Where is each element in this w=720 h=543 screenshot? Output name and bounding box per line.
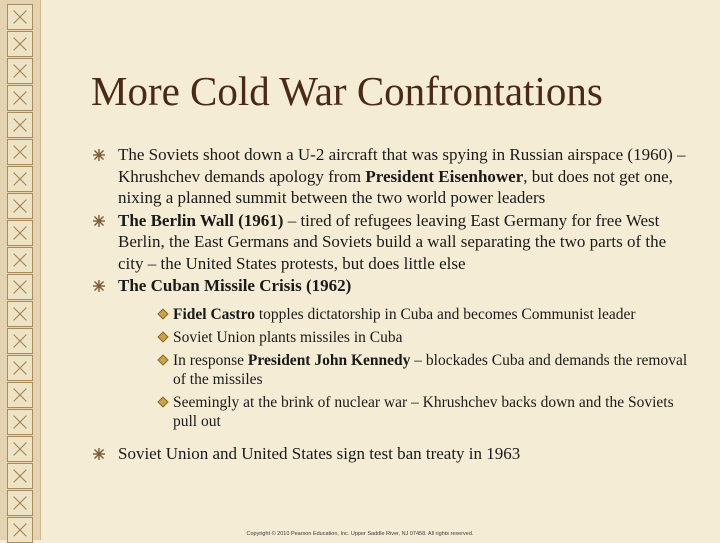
emphasis-text: President Eisenhower bbox=[365, 166, 524, 186]
asterisk-bullet-icon bbox=[93, 280, 105, 292]
text-run: Soviet Union and United States sign test ban treaty in 1963 bbox=[118, 443, 521, 463]
rail-ornament bbox=[7, 58, 33, 84]
rail-ornament bbox=[7, 490, 33, 516]
text-run: – tired of refugees leaving East Germany for free West Berlin, the East Germans and Soviets build a wall separating the two parts of the city – the United States protests, but does little else bbox=[118, 210, 667, 273]
rail-ornament bbox=[7, 247, 33, 273]
bullet-text bbox=[118, 211, 666, 273]
rail-ornament bbox=[7, 409, 33, 435]
sub-bullet-list bbox=[118, 305, 693, 431]
bullet-text bbox=[118, 145, 686, 207]
bullet-item bbox=[93, 210, 693, 275]
sub-bullet-item bbox=[118, 393, 693, 431]
sub-bullet-item bbox=[118, 351, 693, 389]
bullet-text bbox=[118, 444, 520, 463]
text-run: The Soviets shoot down a U-2 aircraft that was spying in Russian airspace (1960) – Khrushchev demands apology from bbox=[118, 145, 686, 186]
rail-ornament bbox=[7, 31, 33, 57]
rail-ornament bbox=[7, 382, 33, 408]
diamond-bullet-icon bbox=[157, 308, 168, 319]
rail-ornament bbox=[7, 139, 33, 165]
bullet-list bbox=[93, 144, 693, 465]
slide-title: More Cold War Confrontations bbox=[91, 68, 603, 114]
rail-ornament bbox=[7, 193, 33, 219]
rail-ornament bbox=[7, 112, 33, 138]
text-run: Seemingly at the brink of nuclear war – Khrushchev backs down and the Soviets pull out bbox=[173, 393, 674, 430]
rail-ornament bbox=[7, 166, 33, 192]
text-run: , but does not get one, nixing a planned summit between the two world power leaders bbox=[118, 166, 673, 207]
rail-ornament bbox=[7, 274, 33, 300]
text-run: – blockades Cuba and demands the removal of the missiles bbox=[173, 351, 688, 388]
sub-bullet-item bbox=[118, 305, 693, 324]
sub-bullet-item bbox=[118, 328, 693, 347]
rail-ornament bbox=[7, 220, 33, 246]
rail-ornament bbox=[7, 301, 33, 327]
decorative-rail bbox=[0, 0, 41, 540]
bullet-item bbox=[93, 275, 693, 431]
asterisk-bullet-icon bbox=[93, 215, 105, 227]
bullet-text bbox=[118, 276, 351, 295]
emphasis-text: The Cuban Missile Crisis (1962) bbox=[118, 276, 352, 295]
diamond-bullet-icon bbox=[157, 396, 168, 407]
asterisk-bullet-icon bbox=[93, 448, 105, 460]
rail-ornament bbox=[7, 4, 33, 30]
emphasis-text: President John Kennedy bbox=[247, 351, 411, 369]
text-run: topples dictatorship in Cuba and becomes Communist leader bbox=[254, 305, 636, 323]
rail-ornament bbox=[7, 463, 33, 489]
diamond-bullet-icon bbox=[157, 354, 168, 365]
text-run: Soviet Union plants missiles in Cuba bbox=[173, 328, 403, 346]
bullet-item bbox=[93, 144, 693, 209]
asterisk-bullet-icon bbox=[93, 149, 105, 161]
rail-ornament bbox=[7, 517, 33, 543]
rail-ornament bbox=[7, 436, 33, 462]
text-run: In response bbox=[173, 351, 248, 369]
bullet-item bbox=[93, 443, 693, 465]
diamond-bullet-icon bbox=[157, 331, 168, 342]
rail-ornament bbox=[7, 355, 33, 381]
rail-ornament bbox=[7, 328, 33, 354]
emphasis-text: The Berlin Wall (1961) bbox=[118, 210, 284, 230]
copyright-footer: Copyright © 2010 Pearson Education, Inc. Upper Saddle River, NJ 07458. All rights reserved. bbox=[246, 531, 474, 537]
rail-ornament bbox=[7, 85, 33, 111]
emphasis-text: Fidel Castro bbox=[173, 305, 255, 323]
